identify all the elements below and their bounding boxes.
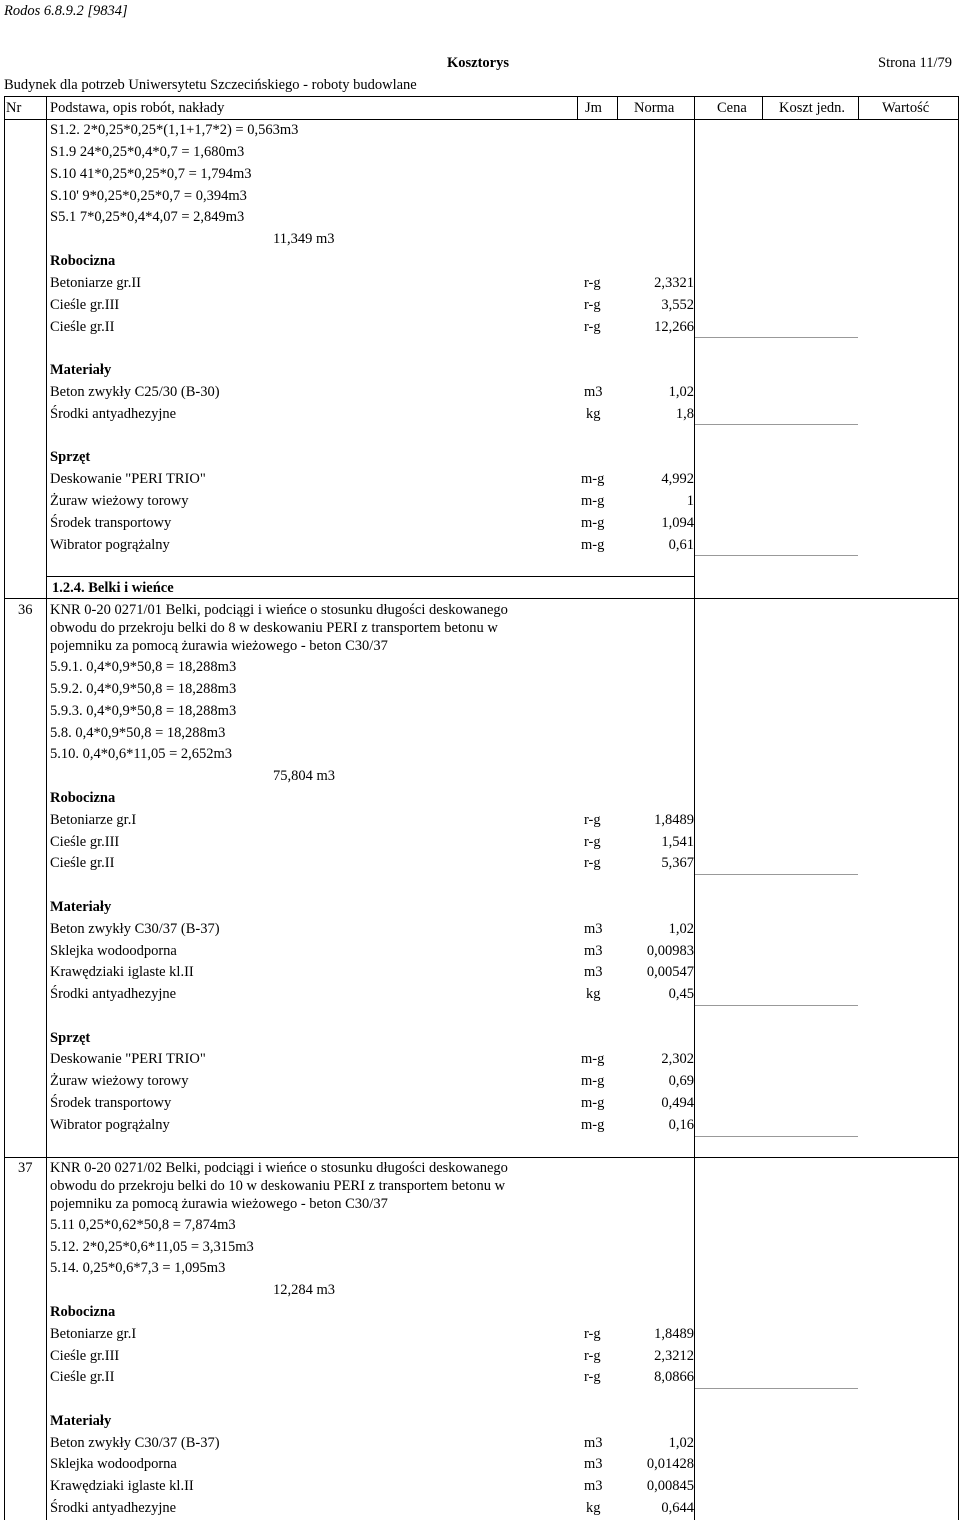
resource-unit: m-g [581,537,605,553]
resource-norma: 5,367 [661,855,694,871]
header-bottom-line [4,119,959,120]
resource-unit: m-g [581,1073,605,1089]
resource-norma: 12,266 [654,319,694,335]
quantity-total: 11,349 m3 [273,231,335,247]
section-materialy: Materiały [50,1413,112,1429]
measure-line: 5.9.1. 0,4*0,9*50,8 = 18,288m3 [50,659,237,675]
resource-unit: kg [586,986,601,1002]
measure-line: 5.9.2. 0,4*0,9*50,8 = 18,288m3 [50,681,237,697]
resource-name: Betoniarze gr.I [50,812,137,828]
measure-line: S1.9 24*0,25*0,4*0,7 = 1,680m3 [50,144,245,160]
page-number: Strona 11/79 [878,55,952,71]
measure-line: 5.12. 2*0,25*0,6*11,05 = 3,315m3 [50,1239,254,1255]
measure-line: 5.10. 0,4*0,6*11,05 = 2,652m3 [50,746,233,762]
measure-line: 5.14. 0,25*0,6*7,3 = 1,095m3 [50,1260,226,1276]
section-robocizna: Robocizna [50,1304,116,1320]
col-jm: Jm [585,100,602,116]
resource-name: Środki antyadhezyjne [50,406,177,422]
section-sprzet: Sprzęt [50,449,91,465]
resource-norma: 0,494 [661,1095,694,1111]
measure-line: 5.9.3. 0,4*0,9*50,8 = 18,288m3 [50,703,237,719]
resource-name: Cieśle gr.II [50,319,115,335]
resource-norma: 1,541 [661,834,694,850]
col-koszt-jedn: Koszt jedn. [779,100,846,116]
resource-name: Beton zwykły C30/37 (B-37) [50,921,220,937]
nr-column-divider [46,96,47,1520]
quantity-total: 75,804 m3 [273,768,336,784]
measure-line: S.10' 9*0,25*0,25*0,7 = 0,394m3 [50,188,247,204]
section-robocizna: Robocizna [50,253,116,269]
resource-norma: 0,00547 [646,964,694,980]
resource-norma: 2,302 [661,1051,694,1067]
resource-unit: r-g [584,297,601,313]
section-materialy: Materiały [50,362,112,378]
resource-unit: r-g [584,855,601,871]
subtotal-line [695,1005,858,1006]
col-cena: Cena [717,100,747,116]
resource-unit: m-g [581,493,605,509]
resource-norma: 4,992 [661,471,694,487]
resource-norma: 1 [686,493,694,509]
project-name: Budynek dla potrzeb Uniwersytetu Szczecińskiego - roboty budowlane [4,77,417,93]
position-divider [4,1157,959,1158]
section-robocizna: Robocizna [50,790,116,806]
position-description: KNR 0-20 0271/02 Belki, podciągi i wieńce o stosunku długości deskowanego [50,1160,508,1176]
resource-unit: kg [586,1500,601,1516]
resource-unit: m-g [581,1095,605,1111]
koszt-column-divider [762,96,763,120]
col-nr: Nr [6,100,22,116]
resource-norma: 0,00983 [646,943,694,959]
resource-norma: 0,16 [668,1117,694,1133]
app-title: Rodos 6.8.9.2 [9834] [4,3,128,19]
resource-norma: 1,02 [668,384,694,400]
position-description: pojemniku za pomocą żurawia wieżowego - beton C30/37 [50,1196,388,1212]
subtotal-line [695,337,858,338]
resource-unit: r-g [584,319,601,335]
resource-norma: 0,644 [661,1500,694,1516]
resource-norma: 1,02 [668,921,694,937]
resource-name: Cieśle gr.III [50,1348,120,1364]
resource-name: Cieśle gr.II [50,855,115,871]
resource-name: Betoniarze gr.I [50,1326,137,1342]
resource-name: Wibrator pogrążalny [50,537,170,553]
resource-name: Cieśle gr.III [50,297,120,313]
resource-unit: r-g [584,834,601,850]
resource-unit: r-g [584,275,601,291]
norma-column-divider [617,96,618,120]
resource-unit: r-g [584,1369,601,1385]
resource-norma: 0,00845 [646,1478,694,1494]
resource-name: Krawędziaki iglaste kl.II [50,964,194,980]
subtotal-line [695,555,858,556]
resource-name: Cieśle gr.III [50,834,120,850]
resource-name: Betoniarze gr.II [50,275,141,291]
resource-name: Środek transportowy [50,515,172,531]
position-description: obwodu do przekroju belki do 8 w deskowaniu PERI z transportem betonu w [50,620,498,636]
resource-name: Deskowanie "PERI TRIO" [50,1051,206,1067]
resource-norma: 0,45 [668,986,694,1002]
section-materialy: Materiały [50,899,112,915]
resource-norma: 1,094 [661,515,694,531]
position-description: pojemniku za pomocą żurawia wieżowego - beton C30/37 [50,638,388,654]
resource-unit: m3 [584,964,603,980]
position-divider [4,598,959,599]
position-number: 36 [18,602,33,618]
resource-name: Sklejka wodoodporna [50,1456,177,1472]
col-wartosc: Wartość [882,100,930,116]
resource-norma: 3,552 [661,297,694,313]
resource-name: Żuraw wieżowy torowy [50,1073,189,1089]
resource-unit: m3 [584,384,603,400]
resource-norma: 1,8 [675,406,694,422]
resource-name: Środki antyadhezyjne [50,986,177,1002]
position-number: 37 [18,1160,33,1176]
resource-name: Środek transportowy [50,1095,172,1111]
resource-name: Beton zwykły C25/30 (B-30) [50,384,220,400]
resource-unit: r-g [584,1326,601,1342]
col-description: Podstawa, opis robót, nakłady [50,100,225,116]
table-right-border [958,96,959,1520]
resource-unit: r-g [584,1348,601,1364]
resource-unit: kg [586,406,601,422]
resource-name: Środki antyadhezyjne [50,1500,177,1516]
resource-unit: m3 [584,1478,603,1494]
subtotal-line [695,424,858,425]
resource-norma: 2,3212 [654,1348,694,1364]
quantity-total: 12,284 m3 [273,1282,336,1298]
resource-unit: m-g [581,515,605,531]
resource-name: Wibrator pogrążalny [50,1117,170,1133]
resource-norma: 1,02 [668,1435,694,1451]
doc-title: Kosztorys [447,55,510,71]
jm-column-divider [577,96,578,120]
cena-column-divider [694,96,695,1520]
table-top-line [4,96,959,97]
measure-line: S5.1 7*0,25*0,4*4,07 = 2,849m3 [50,209,245,225]
subtotal-line [695,1136,858,1137]
section-sprzet: Sprzęt [50,1030,91,1046]
resource-unit: m3 [584,921,603,937]
resource-norma: 8,0866 [654,1369,694,1385]
resource-name: Krawędziaki iglaste kl.II [50,1478,194,1494]
measure-line: 5.8. 0,4*0,9*50,8 = 18,288m3 [50,725,226,741]
resource-unit: r-g [584,812,601,828]
resource-unit: m3 [584,1435,603,1451]
resource-unit: m-g [581,471,605,487]
resource-name: Sklejka wodoodporna [50,943,177,959]
position-description: obwodu do przekroju belki do 10 w deskowaniu PERI z transportem betonu w [50,1178,506,1194]
resource-name: Deskowanie "PERI TRIO" [50,471,206,487]
resource-unit: m3 [584,943,603,959]
wartosc-column-divider [858,96,859,120]
resource-unit: m-g [581,1117,605,1133]
measure-line: S.10 41*0,25*0,25*0,7 = 1,794m3 [50,166,252,182]
resource-norma: 0,01428 [646,1456,694,1472]
resource-norma: 2,3321 [654,275,694,291]
measure-line: S1.2. 2*0,25*0,25*(1,1+1,7*2) = 0,563m3 [50,122,299,138]
section-divider [46,576,695,577]
col-norma: Norma [634,100,675,116]
subtotal-line [695,1388,858,1389]
resource-norma: 1,8489 [654,812,694,828]
resource-unit: m3 [584,1456,603,1472]
resource-norma: 0,69 [668,1073,694,1089]
resource-name: Cieśle gr.II [50,1369,115,1385]
resource-unit: m-g [581,1051,605,1067]
resource-name: Żuraw wieżowy torowy [50,493,189,509]
table-left-border [4,96,5,1520]
measure-line: 5.11 0,25*0,62*50,8 = 7,874m3 [50,1217,236,1233]
subtotal-line [695,874,858,875]
section-title: 1.2.4. Belki i wieńce [52,580,174,596]
position-description: KNR 0-20 0271/01 Belki, podciągi i wieńce o stosunku długości deskowanego [50,602,508,618]
resource-norma: 1,8489 [654,1326,694,1342]
resource-name: Beton zwykły C30/37 (B-37) [50,1435,220,1451]
resource-norma: 0,61 [668,537,694,553]
